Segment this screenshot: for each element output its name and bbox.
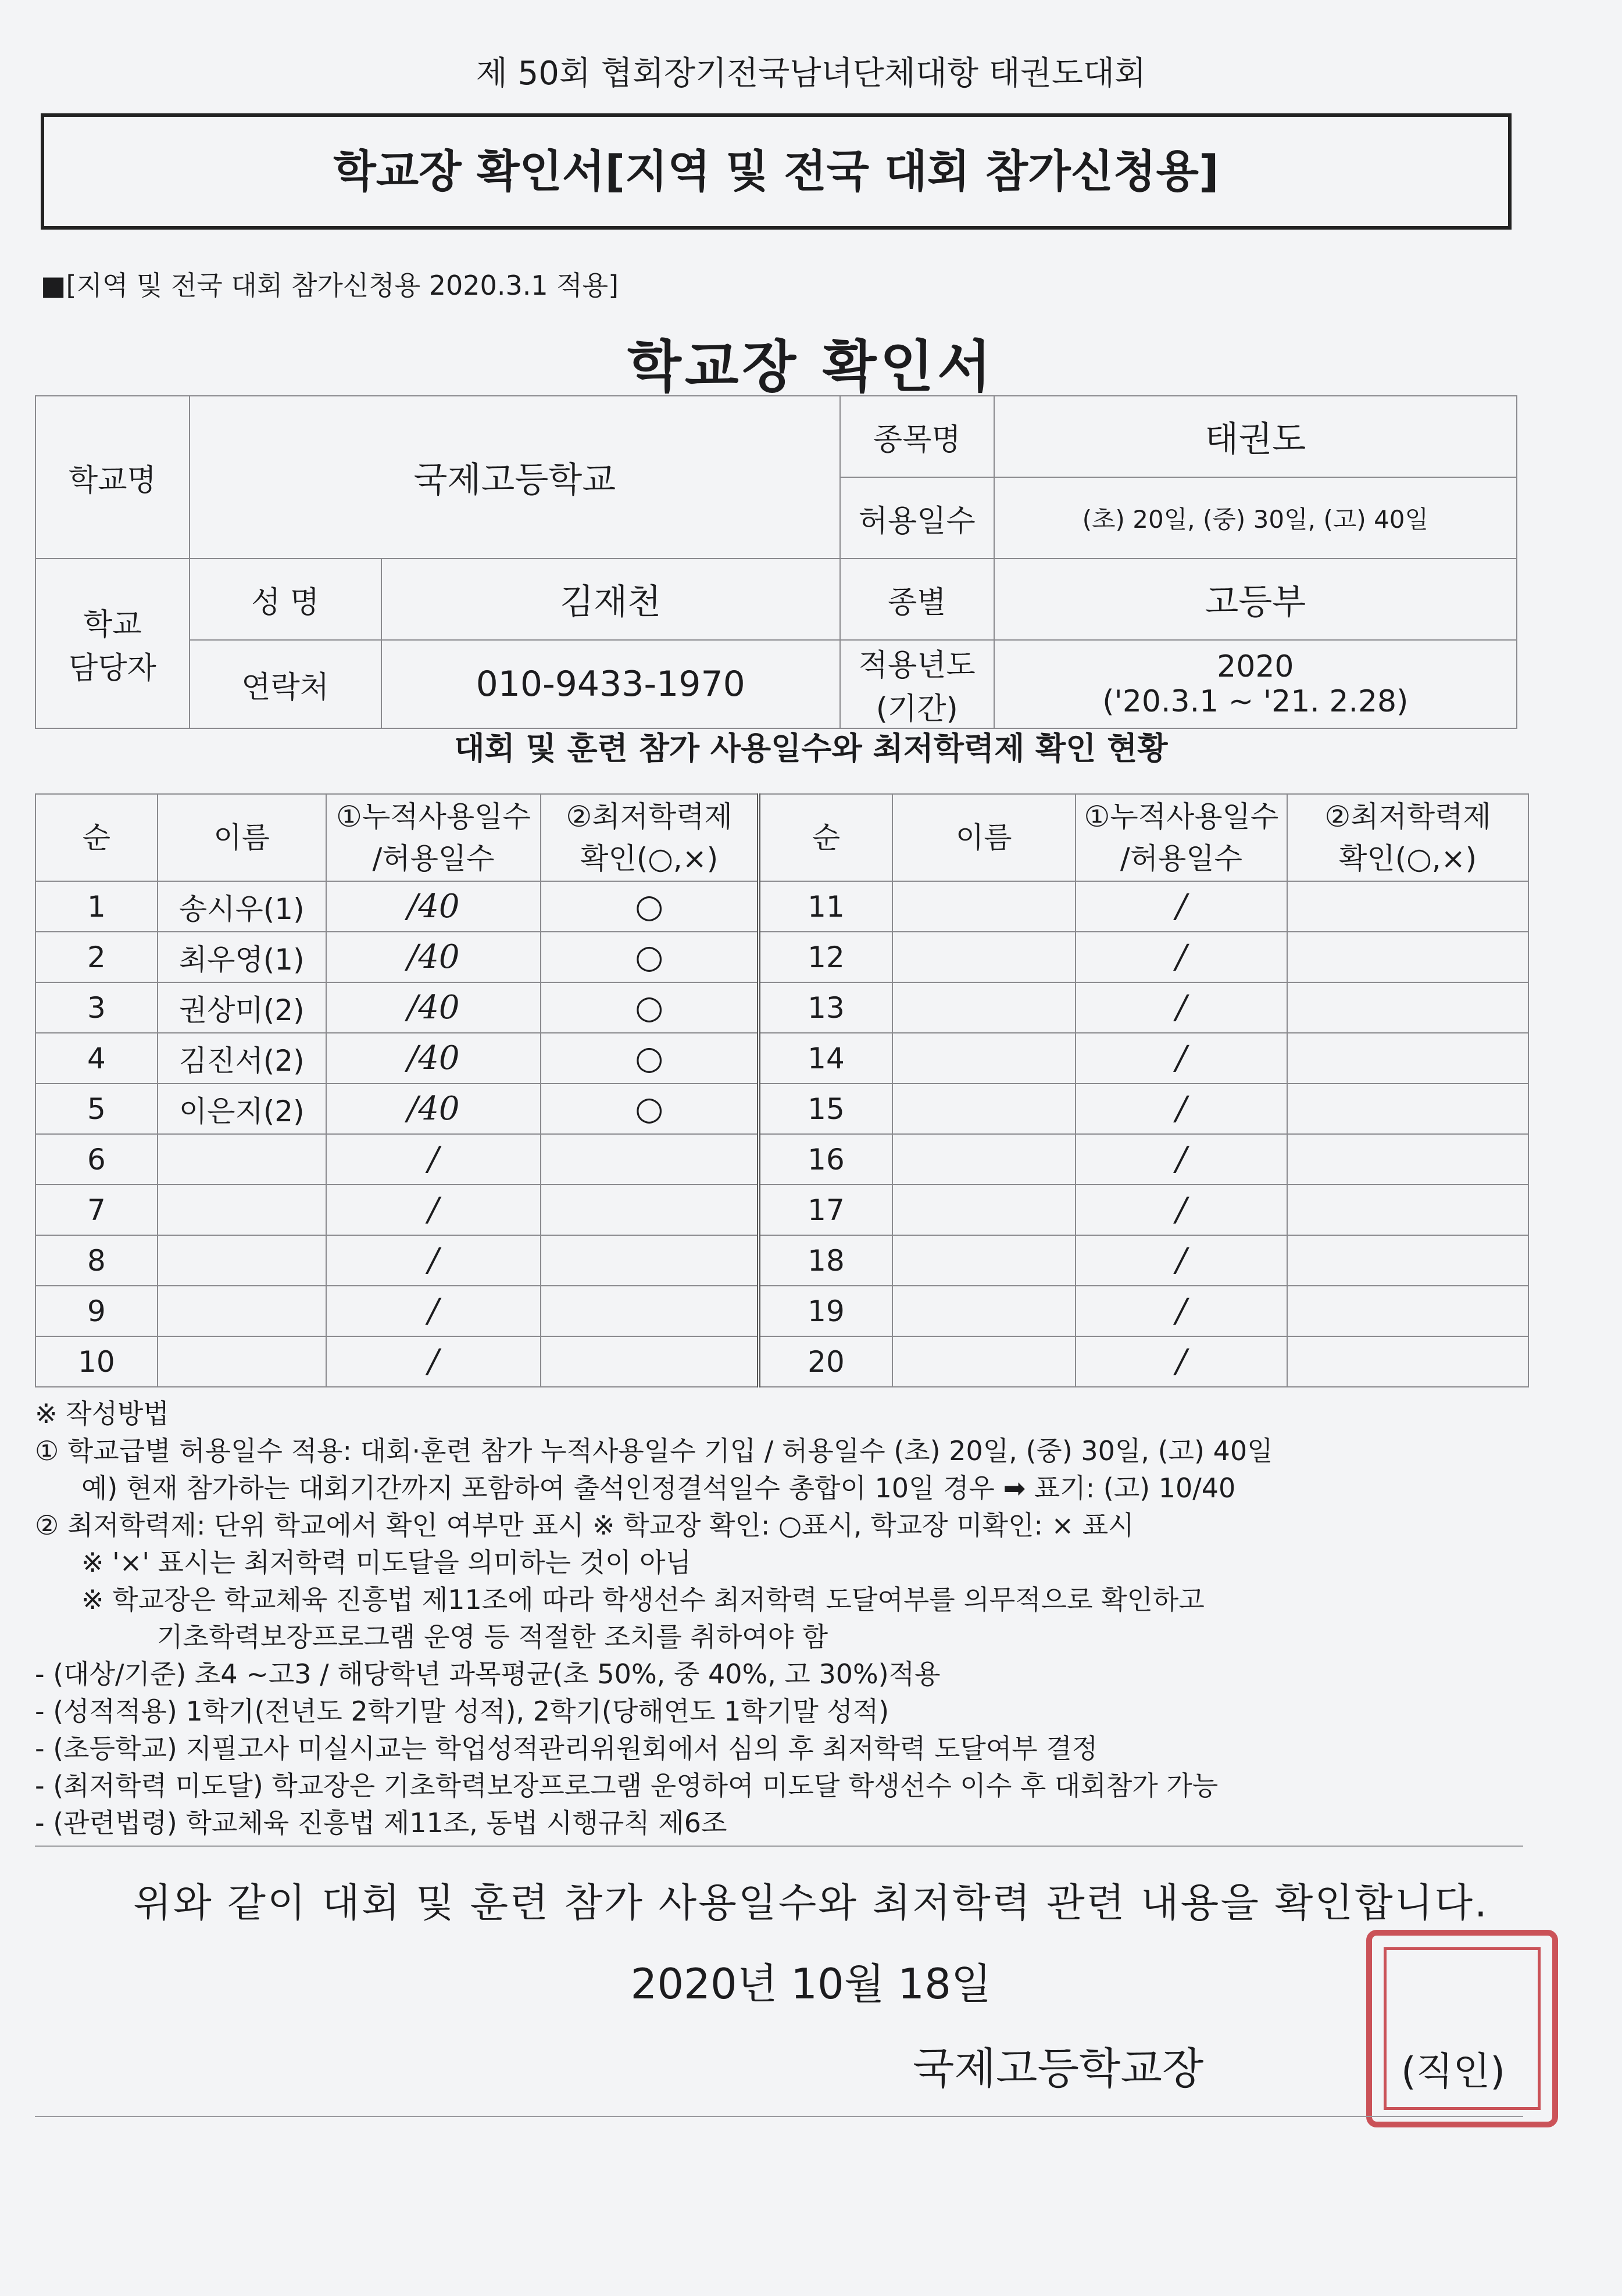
principal-title: 국제고등학교장 — [913, 2044, 1204, 2094]
divider — [35, 1846, 1523, 1847]
school-label: 학교명 — [35, 396, 190, 559]
cell-days: / — [1076, 982, 1288, 1033]
cell-check — [1287, 1336, 1528, 1387]
cell-check: ○ — [541, 1033, 759, 1083]
instructions — [35, 1395, 1523, 1841]
table-row — [35, 1185, 1528, 1235]
cell-days: / — [1076, 932, 1288, 982]
students-table — [35, 793, 1529, 1387]
cell-check — [1287, 1033, 1528, 1083]
cell-days: / — [326, 1134, 541, 1185]
cell-name — [892, 1336, 1076, 1387]
instruction-line: ※ '×' 표시는 최저학력 미도달을 의미하는 것이 아님 — [81, 1547, 692, 1578]
confirm-statement: 위와 같이 대회 및 훈련 참가 사용일수와 최저학력 관련 내용을 확인합니다. — [133, 1880, 1489, 1926]
instruction-line: - (관련법령) 학교체육 진흥법 제11조, 동법 시행규칙 제6조 — [35, 1807, 727, 1839]
cell-name — [892, 1286, 1076, 1336]
cell-no: 9 — [35, 1286, 158, 1336]
table-row — [35, 932, 1528, 982]
form-title: 학교장 확인서[지역 및 전국 대회 참가신청용] — [333, 145, 1219, 197]
table-row — [35, 1286, 1528, 1336]
instruction-line: - (최저학력 미도달) 학교장은 기초학력보장프로그램 운영하여 미도달 학생선수 이수 후 대회참가 가능 — [35, 1770, 1219, 1801]
form-note: ■[지역 및 전국 대회 참가신청용 2020.3.1 적용] — [41, 270, 619, 301]
sport-label: 종목명 — [840, 396, 994, 477]
instruction-line: ① 학교급별 허용일수 적용: 대회·훈련 참가 누적사용일수 기입 / 허용일수 (초) 20일, (중) 30일, (고) 40일 — [35, 1435, 1273, 1467]
cell-name — [158, 1235, 326, 1286]
cell-days: / — [1076, 1336, 1288, 1387]
cell-days: / — [1076, 1083, 1288, 1134]
cell-no: 1 — [35, 881, 158, 932]
cell-check — [541, 1336, 759, 1387]
header-no-left: 순 — [35, 794, 158, 881]
cell-days: / — [1076, 1033, 1288, 1083]
table-row — [35, 881, 1528, 932]
seal-label: (직인) — [1401, 2049, 1506, 2094]
cell-name — [158, 1134, 326, 1185]
cell-days: /40 — [326, 881, 541, 932]
instruction-line: ② 최저학력제: 단위 학교에서 확인 여부만 표시 ※ 학교장 확인: ○표시, 학교장 미확인: × 표시 — [35, 1510, 1134, 1541]
cell-no: 5 — [35, 1083, 158, 1134]
instructions-heading: ※ 작성방법 — [35, 1398, 169, 1429]
allowed-days-label: 허용일수 — [840, 477, 994, 559]
cell-check: ○ — [541, 982, 759, 1033]
cell-check — [1287, 1083, 1528, 1134]
table-row — [35, 1033, 1528, 1083]
instruction-line: - (대상/기준) 초4 ~고3 / 해당학년 과목평균(초 50%, 중 40%, 고 30%)적용 — [35, 1658, 941, 1690]
header-days-left: ①누적사용일수 /허용일수 — [326, 794, 541, 881]
cell-no: 15 — [759, 1083, 892, 1134]
cell-check — [1287, 1286, 1528, 1336]
cell-name — [892, 982, 1076, 1033]
cell-check — [1287, 932, 1528, 982]
cell-days: / — [326, 1185, 541, 1235]
cell-no: 16 — [759, 1134, 892, 1185]
cell-name — [892, 1033, 1076, 1083]
contact-label: 연락처 — [190, 640, 381, 728]
cell-days: / — [326, 1286, 541, 1336]
cell-days: / — [1076, 1286, 1288, 1336]
cell-days: /40 — [326, 1083, 541, 1134]
table-row — [35, 1134, 1528, 1185]
cell-check — [1287, 982, 1528, 1033]
cell-no: 10 — [35, 1336, 158, 1387]
header-days-right: ①누적사용일수 /허용일수 — [1076, 794, 1288, 881]
cell-name — [158, 1185, 326, 1235]
header-name-left: 이름 — [158, 794, 326, 881]
divider — [35, 2116, 1523, 2117]
cell-days: /40 — [326, 1033, 541, 1083]
table-row — [35, 1083, 1528, 1134]
period-value: ('20.3.1 ~ '21. 2.28) — [1102, 684, 1409, 719]
cell-days: / — [1076, 1185, 1288, 1235]
cell-check — [541, 1286, 759, 1336]
year-label: 적용년도 (기간) — [840, 640, 994, 728]
cell-name — [892, 1134, 1076, 1185]
instruction-line: ※ 학교장은 학교체육 진흥법 제11조에 따라 학생선수 최저학력 도달여부를 의무적으로 확인하고 — [81, 1584, 1205, 1615]
cell-name: 이은지(2) — [158, 1083, 326, 1134]
instruction-line: - (성적적용) 1학기(전년도 2학기말 성적), 2학기(당해연도 1학기말 성적) — [35, 1696, 889, 1727]
cell-no: 4 — [35, 1033, 158, 1083]
instruction-line: 예) 현재 참가하는 대회기간까지 포함하여 출석인정결석일수 총합이 10일 경우 ➡ 표기: (고) 10/40 — [81, 1472, 1236, 1504]
issue-date: 2020년 10월 18일 — [630, 1959, 992, 2008]
manager-label: 학교 담당자 — [35, 559, 190, 728]
cell-check — [1287, 1134, 1528, 1185]
manager-name: 김재천 — [381, 559, 840, 640]
year-cell — [994, 640, 1517, 728]
cell-check — [541, 1185, 759, 1235]
category-label: 종별 — [840, 559, 994, 640]
cell-no: 20 — [759, 1336, 892, 1387]
section-title: 대회 및 훈련 참가 사용일수와 최저학력제 확인 현황 — [454, 730, 1168, 767]
sport-value: 태권도 — [994, 396, 1517, 477]
cell-name — [892, 932, 1076, 982]
official-seal-stamp — [1366, 1930, 1558, 2127]
cell-check: ○ — [541, 1083, 759, 1134]
cell-days: / — [326, 1336, 541, 1387]
contact-value: 010-9433-1970 — [381, 640, 840, 728]
cell-no: 8 — [35, 1235, 158, 1286]
cell-name: 최우영(1) — [158, 932, 326, 982]
header-name-right: 이름 — [892, 794, 1076, 881]
cell-no: 14 — [759, 1033, 892, 1083]
school-info-table — [35, 395, 1517, 729]
table-row — [35, 1235, 1528, 1286]
cell-name: 김진서(2) — [158, 1033, 326, 1083]
cell-no: 17 — [759, 1185, 892, 1235]
cell-check — [1287, 1185, 1528, 1235]
cell-no: 18 — [759, 1235, 892, 1286]
cell-no: 11 — [759, 881, 892, 932]
allowed-days-value: (초) 20일, (중) 30일, (고) 40일 — [994, 477, 1517, 559]
cell-no: 2 — [35, 932, 158, 982]
cell-no: 12 — [759, 932, 892, 982]
cell-name — [158, 1286, 326, 1336]
cell-check — [541, 1134, 759, 1185]
cell-no: 6 — [35, 1134, 158, 1185]
cell-check — [541, 1235, 759, 1286]
cell-name — [158, 1336, 326, 1387]
table-row — [35, 1336, 1528, 1387]
cell-check: ○ — [541, 881, 759, 932]
header-check-right: ②최저학력제 확인(○,×) — [1287, 794, 1528, 881]
table-row — [35, 982, 1528, 1033]
cell-name — [892, 881, 1076, 932]
document-title: 학교장 확인서 — [627, 334, 995, 399]
cell-no: 13 — [759, 982, 892, 1033]
year-value: 2020 — [1217, 649, 1294, 684]
category-value: 고등부 — [994, 559, 1517, 640]
cell-days: / — [1076, 1235, 1288, 1286]
cell-days: / — [1076, 881, 1288, 932]
cell-no: 19 — [759, 1286, 892, 1336]
cell-name: 권상미(2) — [158, 982, 326, 1033]
form-title-box — [41, 113, 1512, 230]
cell-days: /40 — [326, 982, 541, 1033]
header-check-left: ②최저학력제 확인(○,×) — [541, 794, 759, 881]
name-label: 성 명 — [190, 559, 381, 640]
cell-name — [892, 1235, 1076, 1286]
cell-check — [1287, 881, 1528, 932]
cell-name — [892, 1185, 1076, 1235]
header-no-right: 순 — [759, 794, 892, 881]
school-name: 국제고등학교 — [190, 396, 840, 559]
cell-name — [892, 1083, 1076, 1134]
cell-check: ○ — [541, 932, 759, 982]
event-title: 제 50회 협회장기전국남녀단체대항 태권도대회 — [476, 55, 1146, 92]
cell-name: 송시우(1) — [158, 881, 326, 932]
cell-check — [1287, 1235, 1528, 1286]
cell-days: / — [326, 1235, 541, 1286]
cell-days: / — [1076, 1134, 1288, 1185]
cell-no: 3 — [35, 982, 158, 1033]
cell-days: /40 — [326, 932, 541, 982]
instruction-line: - (초등학교) 지필고사 미실시교는 학업성적관리위원회에서 심의 후 최저학력 도달여부 결정 — [35, 1733, 1098, 1764]
instruction-line: 기초학력보장프로그램 운영 등 적절한 조치를 취하여야 함 — [157, 1621, 828, 1653]
cell-no: 7 — [35, 1185, 158, 1235]
